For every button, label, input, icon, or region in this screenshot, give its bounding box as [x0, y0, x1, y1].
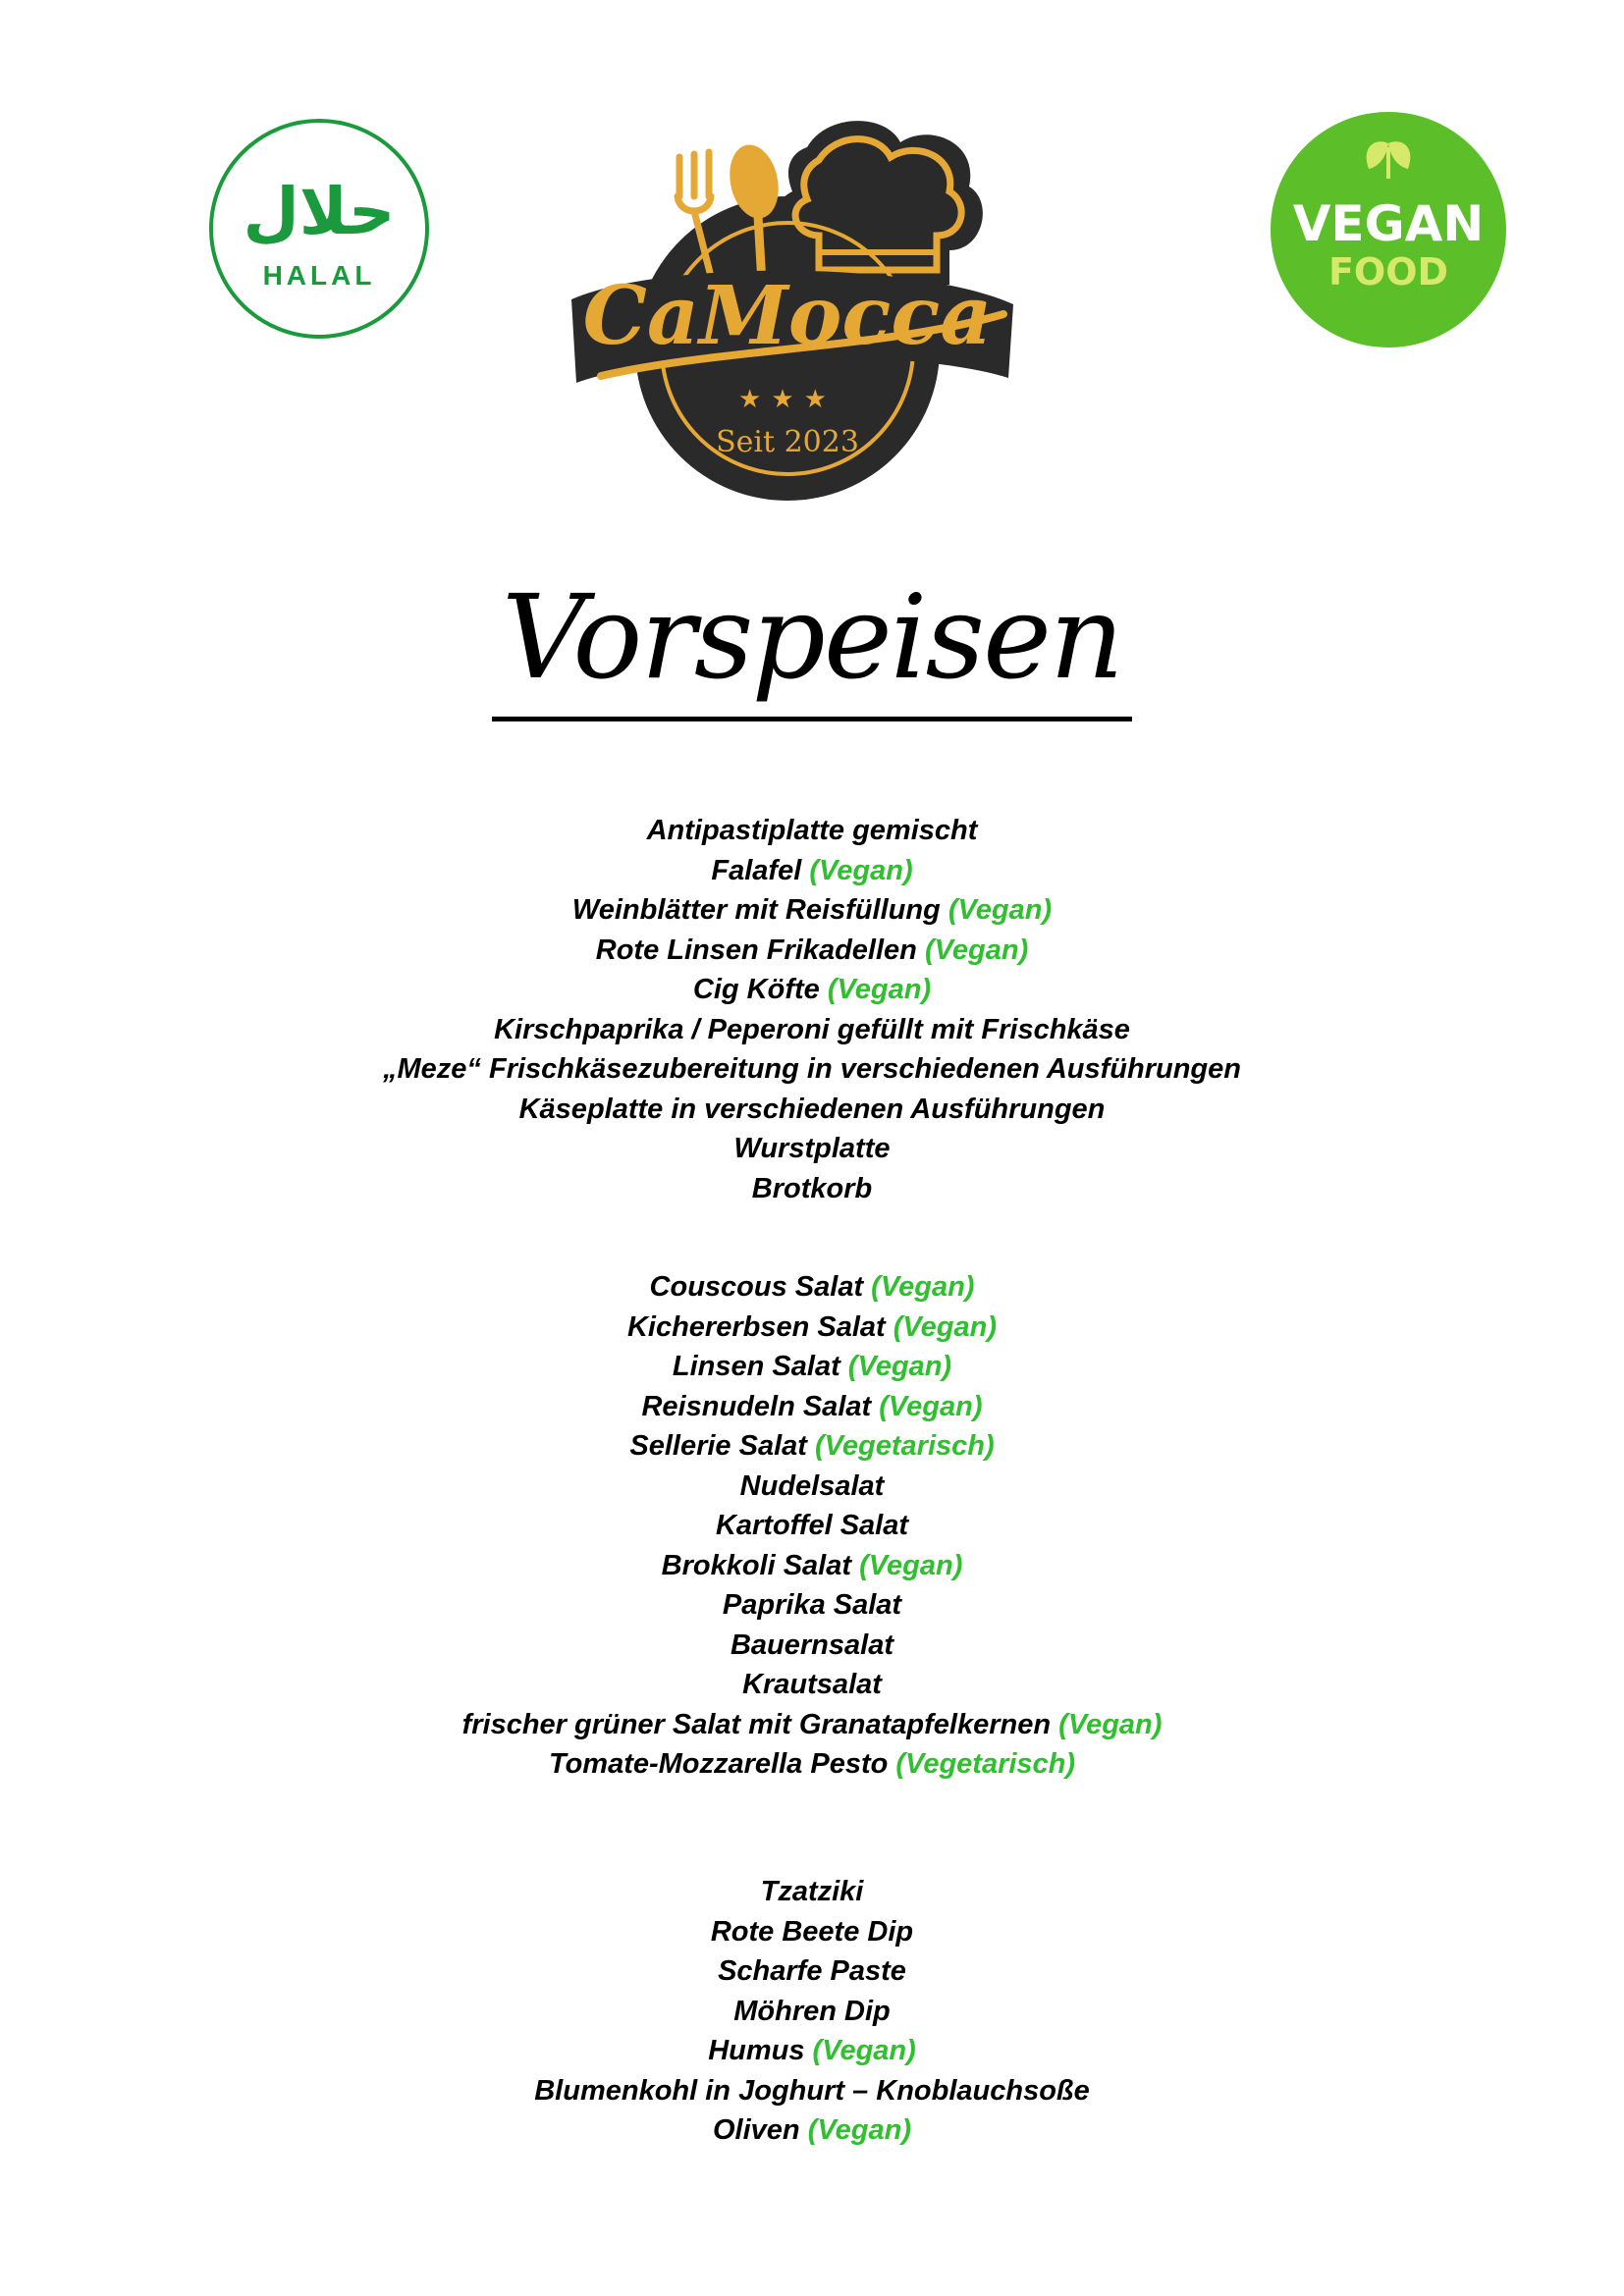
halal-label: HALAL	[262, 260, 376, 291]
menu-item	[0, 1308, 1624, 1348]
menu-item	[0, 970, 1624, 1010]
menu-item	[0, 1467, 1624, 1507]
halal-logo-icon	[206, 116, 432, 342]
menu-item-name: Kirschpaprika / Peperoni gefüllt mit Frischkäse	[494, 1013, 1130, 1045]
menu-item-tag: (Vegan)	[924, 934, 1029, 966]
menu-item-name: Rote Linsen Frikadellen	[595, 934, 925, 966]
menu-item	[0, 1090, 1624, 1130]
vegan-food-badge	[1267, 108, 1510, 351]
menu-item	[0, 890, 1624, 931]
menu-item	[0, 1506, 1624, 1546]
menu-item	[0, 811, 1624, 851]
menu-item	[0, 1387, 1624, 1427]
menu-item-tag: (Vegan)	[1058, 1708, 1163, 1740]
menu-item-name: „Meze“ Frischkäsezubereitung in verschiedenen Ausführungen	[383, 1053, 1241, 1085]
menu-item	[0, 1010, 1624, 1050]
page-title: Vorspeisen	[492, 579, 1132, 721]
logo-since: Seit 2023	[716, 425, 859, 459]
menu-item-tag: (Vegan)	[807, 2114, 911, 2146]
menu-item-tag: (Vegetarisch)	[895, 1748, 1076, 1780]
menu-item-tag: (Vegan)	[847, 1351, 952, 1382]
menu-item-name: Käseplatte in verschiedenen Ausführungen	[518, 1093, 1106, 1125]
menu-item-name: Oliven	[713, 2114, 808, 2146]
menu-item-name: Sellerie Salat	[629, 1430, 815, 1462]
menu-item-name: Nudelsalat	[739, 1469, 885, 1502]
menu-item	[0, 1129, 1624, 1169]
menu-item-name: Bauernsalat	[730, 1629, 893, 1661]
menu-item	[0, 1267, 1624, 1308]
menu-item	[0, 1912, 1624, 1952]
menu-item	[0, 1626, 1624, 1666]
menu-item-name: Krautsalat	[742, 1669, 882, 1700]
camocca-logo	[562, 113, 1023, 506]
menu-item-tag: (Vegan)	[871, 1271, 975, 1303]
menu-item-name: Brotkorb	[751, 1172, 873, 1204]
restaurant-logo-icon	[562, 113, 1023, 506]
menu-item	[0, 1872, 1624, 1912]
menu-item-tag: (Vegan)	[812, 2035, 916, 2066]
menu-group-appetizers	[0, 811, 1624, 1208]
menu-item	[0, 1049, 1624, 1090]
menu-item	[0, 931, 1624, 971]
menu-item-name: Scharfe Paste	[718, 1955, 906, 1987]
menu-group-dips	[0, 1872, 1624, 2151]
menu-item-name: Linsen Salat	[672, 1351, 848, 1382]
menu-item-name: Antipastiplatte gemischt	[646, 815, 978, 846]
menu-item	[0, 1951, 1624, 1992]
menu-item	[0, 1347, 1624, 1387]
menu-item-name: Humus	[708, 2035, 813, 2066]
menu-group-salads	[0, 1267, 1624, 1785]
vegan-line2: FOOD	[1327, 250, 1449, 294]
menu-item-name: Tzatziki	[760, 1876, 864, 1907]
menu-item-name: Kichererbsen Salat	[626, 1310, 893, 1343]
vegan-line1: VEGAN	[1292, 195, 1485, 252]
menu-item-tag: (Vegan)	[809, 854, 913, 886]
menu-item-name: Falafel	[711, 854, 810, 886]
menu-item-name: frischer grüner Salat mit Granatapfelkernen	[461, 1708, 1059, 1740]
logo-name: CaMocca	[582, 269, 993, 363]
menu-item	[0, 1992, 1624, 2032]
menu-item-name: Rote Beete Dip	[710, 1915, 914, 1948]
menu-item-name: Blumenkohl in Joghurt – Knoblauchsoße	[534, 2074, 1090, 2107]
menu-item-name: Weinblätter mit Reisfüllung	[571, 894, 948, 926]
menu-item-name: Reisnudeln Salat	[641, 1390, 880, 1422]
menu-item	[0, 1585, 1624, 1626]
menu-item-name: Brokkoli Salat	[661, 1549, 860, 1581]
menu-item-name: Wurstplatte	[733, 1133, 891, 1164]
menu-item	[0, 851, 1624, 891]
vegan-food-icon	[1267, 108, 1510, 351]
menu-item-name: Möhren Dip	[733, 1995, 891, 2027]
menu-item-tag: (Vegan)	[893, 1310, 998, 1343]
menu-item-tag: (Vegan)	[947, 894, 1053, 926]
menu-item	[0, 1546, 1624, 1586]
menu-item-tag: (Vegetarisch)	[814, 1430, 995, 1462]
menu-item	[0, 2110, 1624, 2151]
menu-item	[0, 2071, 1624, 2111]
menu-item	[0, 2031, 1624, 2071]
menu-item	[0, 1426, 1624, 1467]
halal-arabic-text: حلال	[243, 174, 396, 249]
title-wrap	[0, 569, 1624, 721]
menu-item	[0, 1665, 1624, 1705]
menu-item-tag: (Vegan)	[879, 1390, 983, 1422]
menu-item-name: Kartoffel Salat	[715, 1510, 909, 1541]
halal-badge	[206, 116, 432, 342]
menu-item-tag: (Vegan)	[827, 974, 932, 1005]
menu-item-name: Cig Köfte	[692, 974, 828, 1005]
menu-item-name: Couscous Salat	[649, 1271, 872, 1303]
menu-item	[0, 1705, 1624, 1745]
menu-item	[0, 1169, 1624, 1209]
menu-item-name: Tomate-Mozzarella Pesto	[548, 1748, 896, 1780]
menu-item-name: Paprika Salat	[722, 1589, 902, 1621]
menu-item-tag: (Vegan)	[859, 1549, 963, 1581]
logo-stars-icon: ★★★	[738, 385, 837, 414]
menu-item	[0, 1744, 1624, 1785]
